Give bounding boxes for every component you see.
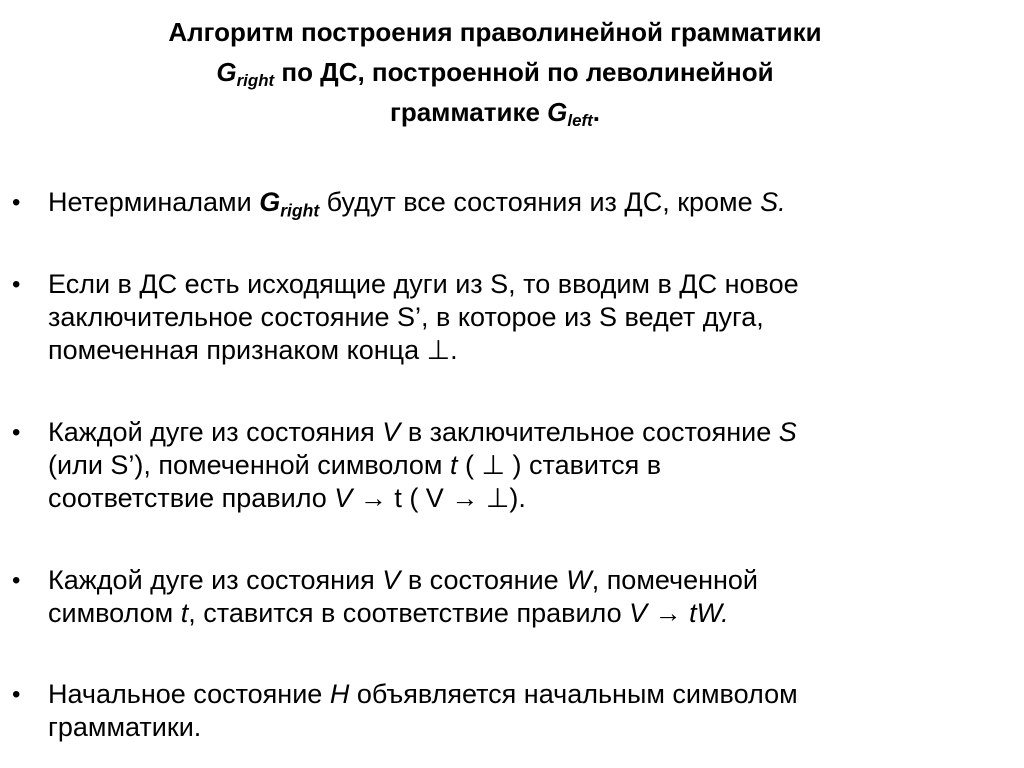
b1-g: G <box>259 187 281 217</box>
b4-l1-w: W <box>566 565 592 595</box>
bullet-3-line-3 <box>48 482 1008 515</box>
b5-l1-pre: Начальное состояние <box>48 679 330 709</box>
b4-l1-rest: , помеченной <box>591 565 759 595</box>
b3-l3-rest: → t ( V → ⊥). <box>352 483 526 513</box>
title-line-2 <box>40 52 950 92</box>
bullet-text-4 <box>48 564 1008 630</box>
bullet-4-line-1 <box>48 564 1008 597</box>
title-line-3-pre: грамматике <box>390 97 548 127</box>
title-line-3 <box>40 92 950 132</box>
b4-l2-mid: , ставится в соответствие правило <box>188 598 630 628</box>
bullet-2-line-1: Если в ДС есть исходящие дуги из S, то вводим в ДС новое <box>48 269 799 299</box>
title-line-2-rest: по ДС, построенной по леволинейной <box>274 57 774 87</box>
bullet-2-line-2: заключительное состояние S’, в которое из S ведет дуга, <box>48 302 764 332</box>
title-g: G <box>216 57 237 87</box>
bullet-2-line-3: помеченная признаком конца ⊥. <box>48 335 458 365</box>
b4-l2-t: t <box>180 598 189 628</box>
bullet-5-line-2: грамматики. <box>48 712 202 742</box>
bullet-marker: • <box>12 567 21 594</box>
b1-s: S. <box>760 187 786 217</box>
title-line-3-end: . <box>592 97 600 127</box>
bullet-1-line-1 <box>48 186 1008 219</box>
b4-l1-v: V <box>382 565 401 595</box>
title-line-1: Алгоритм построения праволинейной грамматики <box>168 17 822 47</box>
b3-l3-v: V <box>334 483 353 513</box>
bullet-3-line-1 <box>48 416 1008 449</box>
b3-l1-s: S <box>778 417 797 447</box>
b4-l1-pre: Каждой дуге из состояния <box>48 565 383 595</box>
bullet-5-line-1 <box>48 678 1008 711</box>
slide-title <box>40 12 950 132</box>
title-g-subscript: right <box>236 71 275 91</box>
b4-l2-pre: символом <box>48 598 181 628</box>
title-g-left: G <box>547 97 568 127</box>
b5-l1-h: H <box>329 679 350 709</box>
bullet-4-line-2 <box>48 597 1008 630</box>
b3-l1-pre: Каждой дуге из состояния <box>48 417 383 447</box>
bullet-text-3 <box>48 416 1008 515</box>
b4-l1-mid: в состояние <box>400 565 567 595</box>
b3-l1-mid: в заключительное состояние <box>400 417 779 447</box>
b1-pre: Нетерминалами <box>48 187 260 217</box>
bullet-marker: • <box>12 419 21 446</box>
b1-g-subscript: right <box>280 200 320 221</box>
bullet-marker: • <box>12 189 21 216</box>
b3-l2-t: t <box>449 450 458 480</box>
b4-l2-rule: V → tW. <box>629 598 729 628</box>
bullet-text-2 <box>48 268 1008 367</box>
bullet-3-line-2 <box>48 449 1008 482</box>
bullet-text-1 <box>48 186 1008 219</box>
b5-l1-rest: объявляется начальным символом <box>349 679 798 709</box>
b3-l1-v: V <box>382 417 401 447</box>
bullet-marker: • <box>12 271 21 298</box>
b3-l3-pre: соответствие правило <box>48 483 335 513</box>
title-g-left-subscript: left <box>567 111 593 131</box>
b3-l2-rest: ( ⊥ ) ставится в <box>457 450 662 480</box>
bullet-text-5 <box>48 678 1008 744</box>
b3-l2-pre: (или S’), помеченной символом <box>48 450 450 480</box>
b1-mid: будут все состояния из ДС, кроме <box>319 187 761 217</box>
bullet-marker: • <box>12 681 21 708</box>
